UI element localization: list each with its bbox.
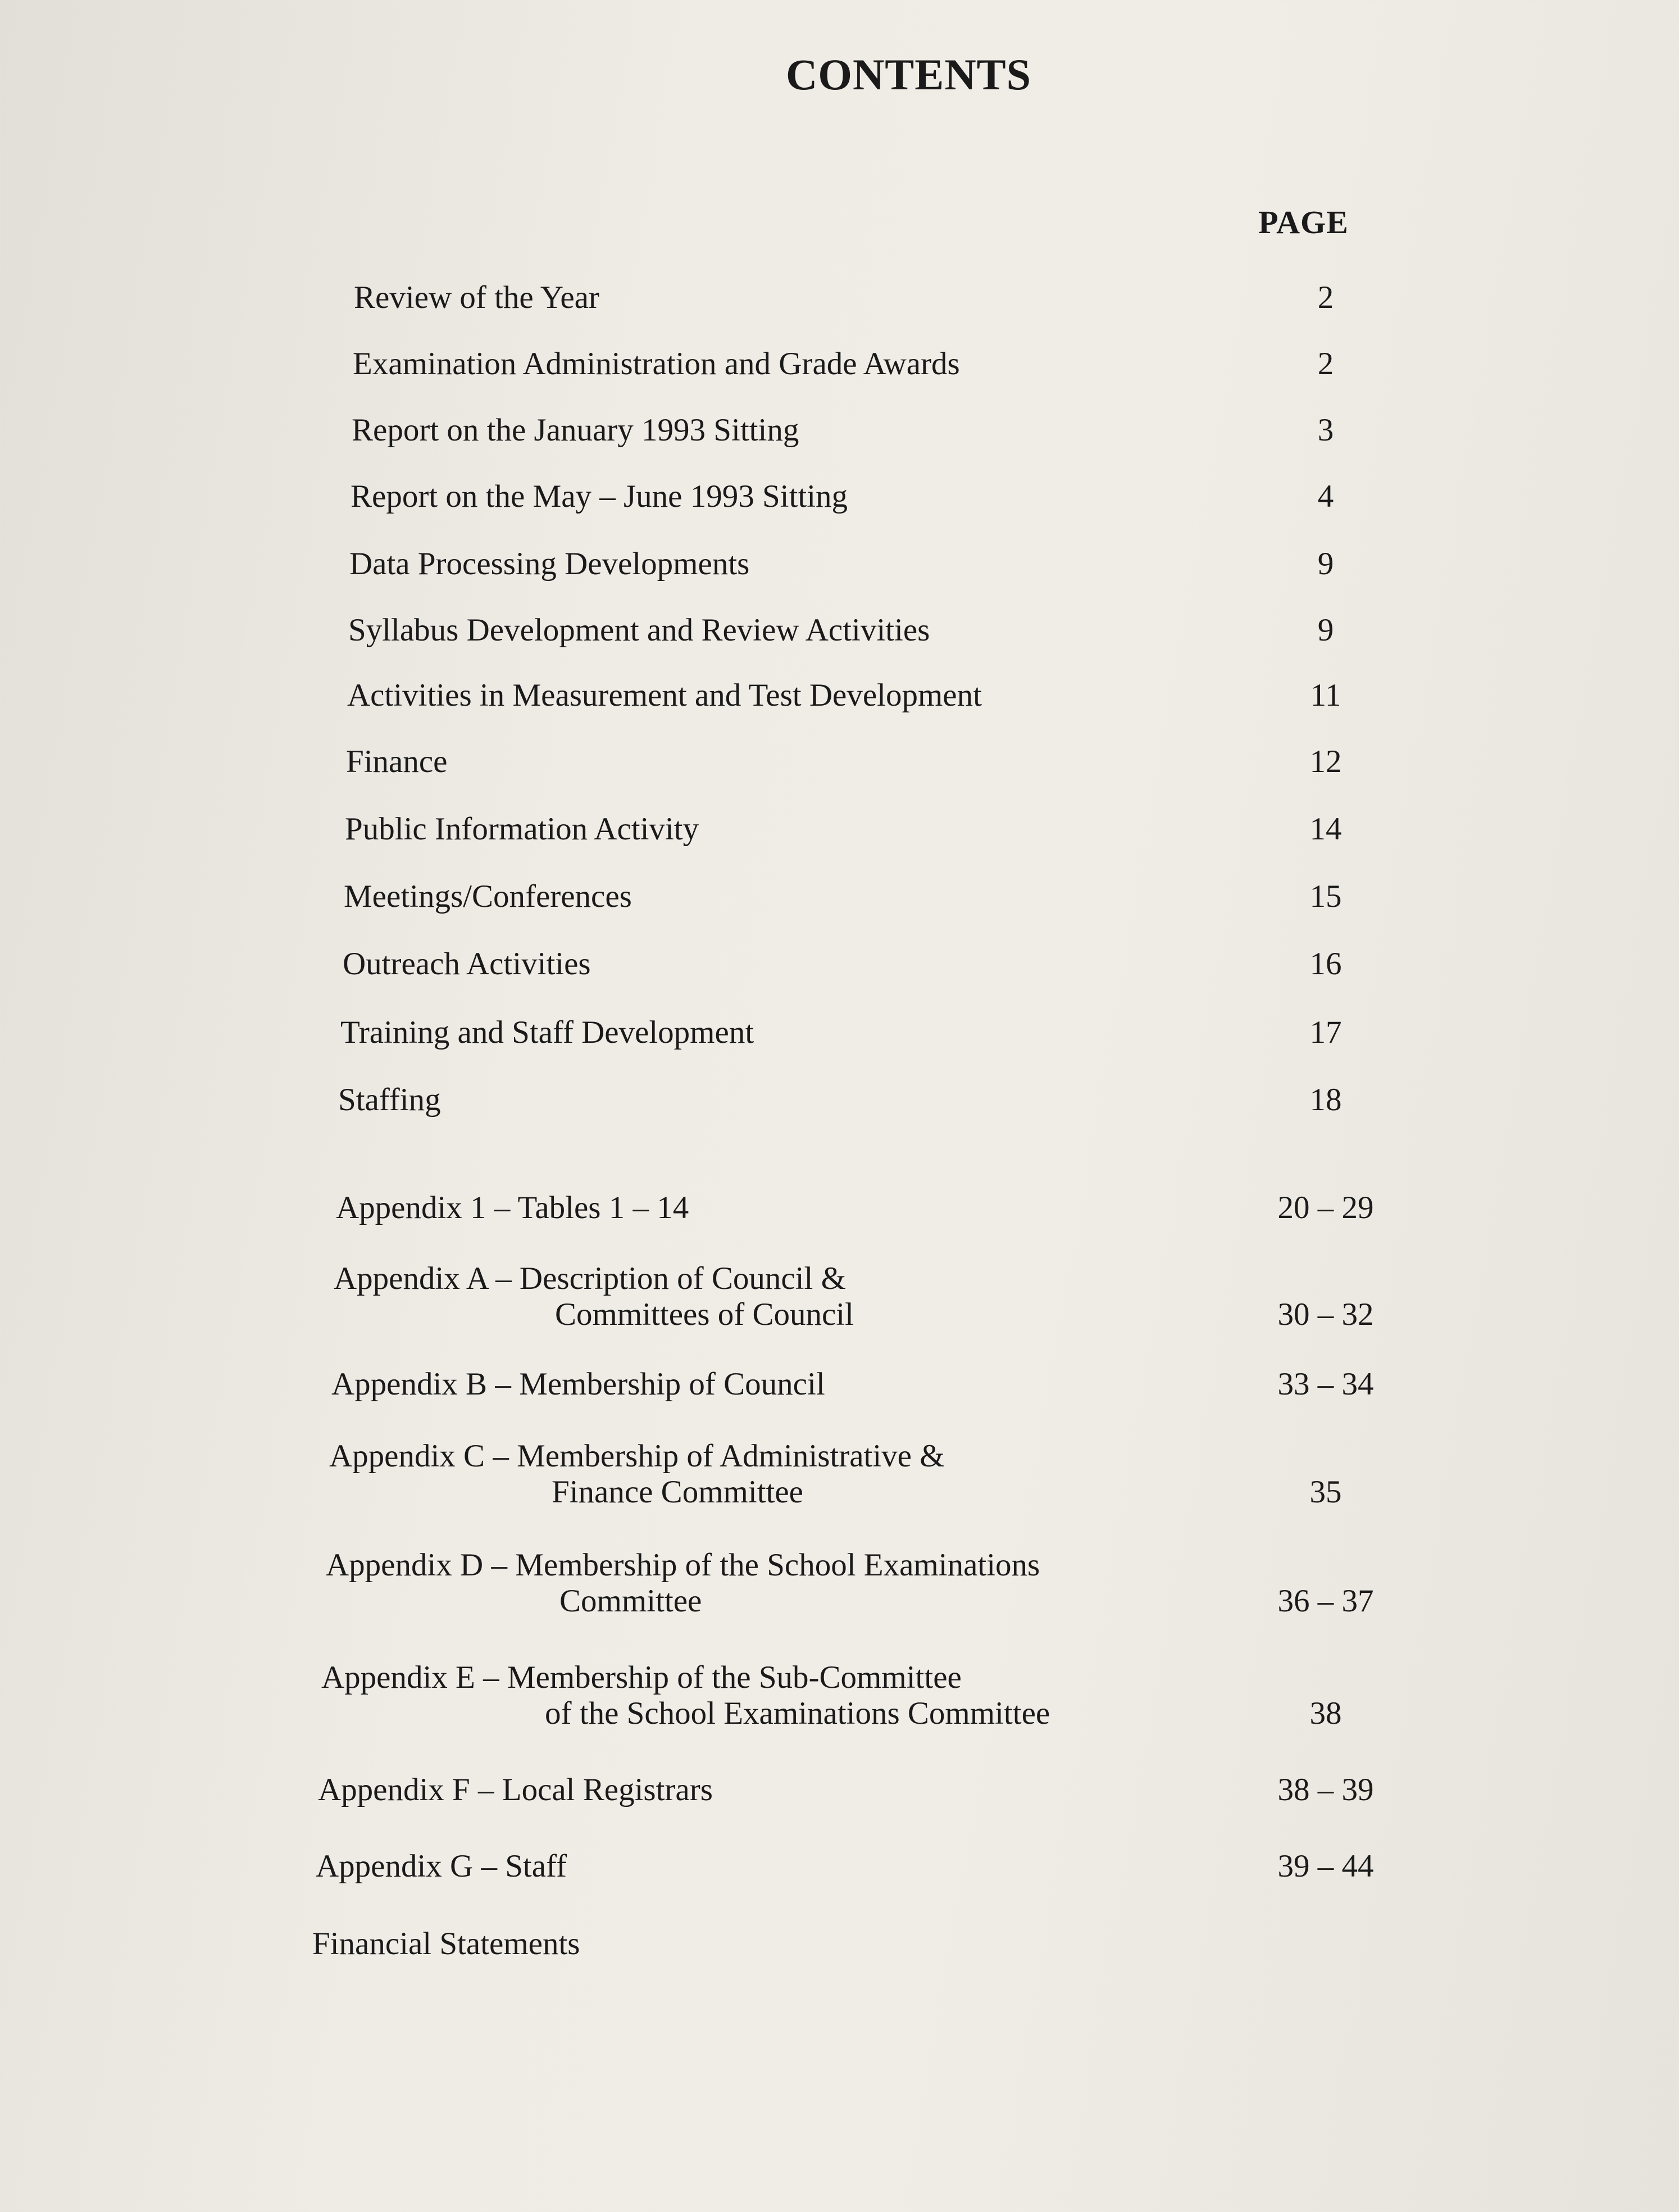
toc-entry-label: Training and Staff Development — [340, 1015, 754, 1050]
toc-entry-page: 9 — [1317, 612, 1334, 648]
toc-entry-page: 20 – 29 — [1277, 1190, 1374, 1225]
toc-entry-label: Appendix G – Staff — [316, 1848, 567, 1884]
toc-entry-page: 30 – 32 — [1277, 1297, 1374, 1332]
toc-entry-label-line1: Appendix E – Membership of the Sub-Committee — [321, 1660, 962, 1695]
toc-entry-page: 4 — [1317, 479, 1334, 514]
toc-entry-label: Outreach Activities — [343, 946, 591, 982]
toc-entry-page: 38 – 39 — [1277, 1772, 1374, 1807]
toc-entry-page: 36 – 37 — [1277, 1583, 1374, 1619]
toc-entry-label — [326, 1547, 1040, 1619]
toc-entry-page: 11 — [1310, 678, 1341, 713]
toc-entry-label-line1: Appendix C – Membership of Administrative & — [329, 1438, 945, 1474]
toc-entry-label-line2: Finance Committee — [552, 1474, 803, 1510]
toc-entry-label: Syllabus Development and Review Activities — [348, 612, 930, 648]
toc-entry-page: 38 — [1309, 1696, 1342, 1731]
toc-entry-label — [329, 1438, 945, 1510]
toc-entry-label: Appendix F – Local Registrars — [318, 1772, 713, 1807]
toc-entry-label: Staffing — [338, 1082, 441, 1118]
toc-entry-page: 2 — [1317, 280, 1334, 315]
toc-entry-label-line2: Committees of Council — [555, 1297, 854, 1332]
toc-entry-label-line1: Appendix A – Description of Council & — [334, 1261, 846, 1296]
toc-entry-page: 16 — [1309, 946, 1342, 982]
toc-entry-label: Examination Administration and Grade Awards — [353, 346, 960, 381]
toc-entry-label: Activities in Measurement and Test Development — [347, 678, 982, 713]
toc-entry-label: Appendix 1 – Tables 1 – 14 — [336, 1190, 689, 1225]
toc-entry-label-line2: Committee — [559, 1583, 702, 1619]
toc-entry-label-line1: Appendix D – Membership of the School Examinations — [326, 1547, 1040, 1583]
toc-entry-page: 12 — [1309, 744, 1342, 779]
toc-entry-page: 2 — [1317, 346, 1334, 381]
toc-entry-page: 14 — [1309, 811, 1342, 847]
toc-entry-label: Review of the Year — [354, 280, 599, 315]
toc-entry-page: 3 — [1317, 412, 1334, 448]
toc-entry-label: Report on the January 1993 Sitting — [352, 412, 799, 448]
toc-entry-label — [334, 1261, 854, 1333]
toc-entry-label: Public Information Activity — [345, 811, 699, 847]
toc-entry-label: Finance — [346, 744, 448, 779]
toc-entry-page: 9 — [1317, 546, 1334, 582]
toc-entry-label: Appendix B – Membership of Council — [331, 1366, 825, 1402]
toc-entry-label: Meetings/Conferences — [344, 879, 632, 914]
toc-entry-label: Financial Statements — [312, 1926, 580, 1961]
toc-entry-page: 39 – 44 — [1277, 1848, 1374, 1884]
toc-entry-label: Report on the May – June 1993 Sitting — [351, 479, 848, 514]
toc-entry-label: Data Processing Developments — [349, 546, 750, 582]
toc-entry-page: 35 — [1309, 1474, 1342, 1510]
page-title: CONTENTS — [785, 50, 1032, 99]
toc-entry-label — [321, 1660, 1050, 1732]
toc-entry-page: 33 – 34 — [1277, 1366, 1374, 1402]
toc-entry-page: 15 — [1309, 879, 1342, 914]
toc-entry-label-line2: of the School Examinations Committee — [545, 1696, 1050, 1731]
toc-entry-page: 17 — [1309, 1015, 1342, 1050]
toc-entry-page: 18 — [1309, 1082, 1342, 1118]
page-column-header: PAGE — [1258, 204, 1349, 240]
